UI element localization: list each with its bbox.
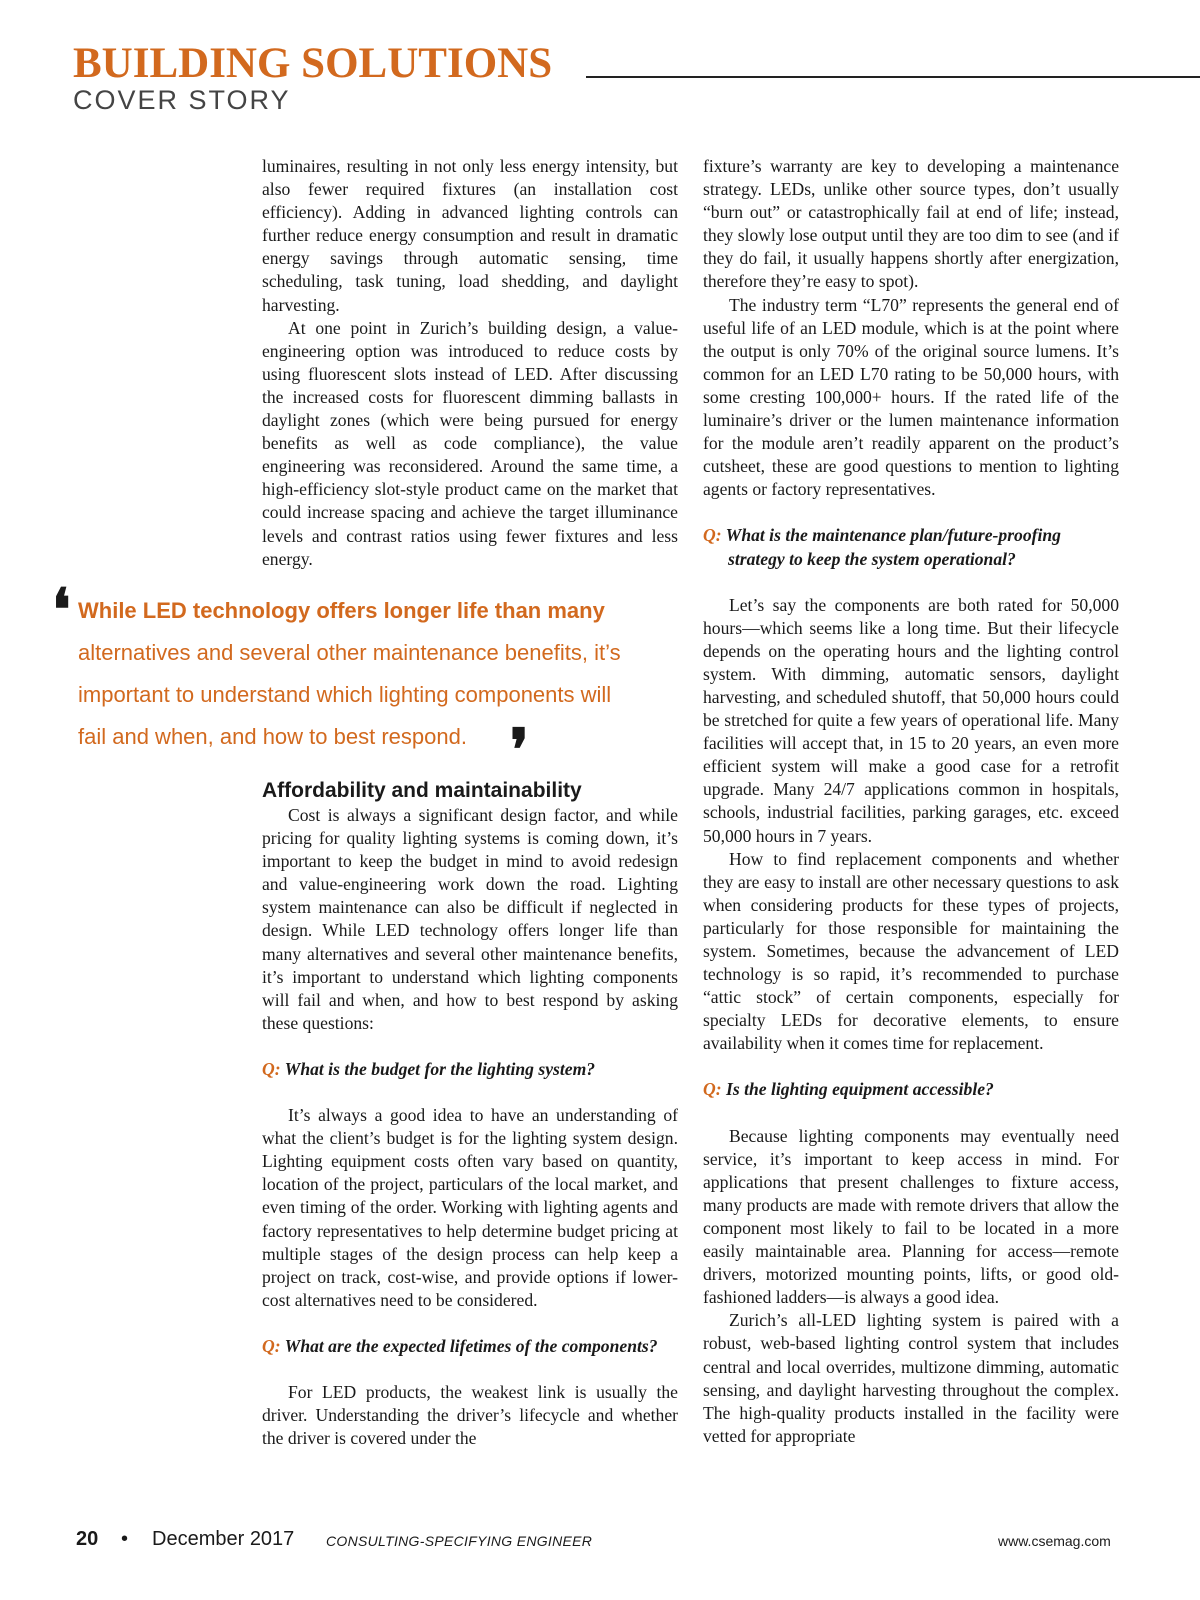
pull-quote xyxy=(52,590,692,758)
paragraph: luminaires, resulting in not only less energy intensity, but also fewer required fixtures (an installation cost efficiency). Adding in advanced lighting controls can further reduce energy consumption and result in dramatic energy savings through automatic sensing, time scheduling, task tuning, load shedding, and daylight harvesting. xyxy=(262,156,678,315)
question-mark-label: Q: xyxy=(262,1058,281,1079)
paragraph: Zurich’s all-LED lighting system is paired with a robust, web-based lighting control system that includes central and local overrides, multizone dimming, automatic sensing, and daylight harvesting throughout the complex. The high-quality products installed in the facility were vetted for appropriate xyxy=(703,1310,1119,1446)
header-rule xyxy=(586,76,1200,78)
paragraph: It’s always a good idea to have an understanding of what the client’s budget is for the lighting system design. Lighting equipment costs often vary based on quantity, location of the project, particulars of the local market, and even timing of the order. Working with lighting agents and factory representatives to help determine budget pricing at multiple stages of the design process can help keep a project on track, cost-wise, and provide options if lower-cost alternatives need to be considered. xyxy=(262,1105,678,1310)
question-mark-label: Q: xyxy=(703,525,722,546)
left-column-top xyxy=(262,155,678,571)
open-quote-icon: ❛ xyxy=(52,578,71,643)
paragraph: For LED products, the weakest link is usually the driver. Understanding the driver’s lifecycle and whether the driver is covered under the xyxy=(262,1381,678,1449)
paragraph: The industry term “L70” represents the general end of useful life of an LED module, which is at the point where the output is only 70% of the original source lumens. It’s common for an LED L70 rating to be 50,000 hours, with some cresting 100,000+ hours. If the rated life of the luminaire’s driver or the lumen maintenance information for the module aren’t readily apparent on the product’s cutsheet, these are good questions to mention to lighting agents or factory representatives. xyxy=(703,294,1119,500)
page-number: 20 xyxy=(76,1528,99,1550)
paragraph: How to find replacement components and whether they are easy to install are other necessary questions to ask when considering products for these types of projects, particularly for those responsible for maintaining the system. Sometimes, because the advancement of LED technology is so rapid, it’s recommended to purchase “attic stock” of certain components, especially for specialty LEDs for decorative elements, to ensure availability when it comes time for replacement. xyxy=(703,848,1119,1054)
question-text: Is the lighting equipment accessible? xyxy=(725,1079,994,1100)
magazine-name: CONSULTING-SPECIFYING ENGINEER xyxy=(326,1533,593,1549)
section-title: BUILDING SOLUTIONS xyxy=(73,40,553,87)
question-mark-label: Q: xyxy=(703,1079,722,1100)
website-url: www.csemag.com xyxy=(998,1533,1111,1549)
pull-quote-line: fail and when, and how to best respond. xyxy=(78,724,467,749)
question-text: What is the maintenance plan/future-proofing strategy to keep the system operational? xyxy=(725,525,1061,569)
question-heading xyxy=(703,1078,1119,1101)
paragraph: fixture’s warranty are key to developing a maintenance strategy. LEDs, unlike other source types, don’t usually “burn out” or catastrophically fail at end of life; instead, they slowly lose output until they are too dim to see (and if they do fail, it usually happens shortly after energization, therefore they’re easy to spot). xyxy=(703,156,1119,292)
paragraph: At one point in Zurich’s building design, a value-engineering option was introduced to reduce costs by using fluorescent slots instead of LED. After discussing the increased costs for fluorescent dimming ballasts in daylight zones (which were being pursued for energy benefits as well as code compliance), the value engineering was reconsidered. Around the same time, a high-efficiency slot-style product came on the market that could increase spacing and achieve the target illuminance levels and contrast ratios using fewer fixtures and less energy. xyxy=(262,317,678,569)
pull-quote-line: alternatives and several other maintenance benefits, it’s xyxy=(78,640,621,665)
pull-quote-line: important to understand which lighting components will xyxy=(78,682,612,707)
question-heading xyxy=(703,524,1119,570)
issue-date: December 2017 xyxy=(152,1528,295,1550)
question-text: What are the expected lifetimes of the components? xyxy=(284,1335,658,1356)
question-text: What is the budget for the lighting system? xyxy=(284,1058,596,1079)
pull-quote-line: While LED technology offers longer life than many xyxy=(78,598,605,623)
question-heading xyxy=(262,1335,678,1358)
right-column xyxy=(703,155,1119,1448)
close-quote-icon: ❜ xyxy=(510,718,529,783)
paragraph: Because lighting components may eventually need service, it’s important to keep access in mind. For applications that present challenges to fixture access, many products are made with remote drivers that allow the component most likely to fail to be located in a more easily maintainable area. Planning for access—remote drivers, motorized mounting points, lifts, or good old-fashioned ladders—is always a good idea. xyxy=(703,1125,1119,1308)
section-subtitle: COVER STORY xyxy=(73,85,291,115)
question-mark-label: Q: xyxy=(262,1335,281,1356)
footer-bullet: • xyxy=(121,1528,129,1550)
left-column-bottom xyxy=(262,778,678,1450)
subheading: Affordability and maintainability xyxy=(262,779,582,802)
paragraph: Let’s say the components are both rated for 50,000 hours—which seems like a long time. But their lifecycle depends on the operating hours and the lighting control system. With dimming, automatic sensors, daylight harvesting, and scheduled shutoff, that 50,000 hours could be stretched for quite a few years of operational life. Many facilities will accept that, in 15 to 20 years, an even more efficient system will make a good case for a retrofit upgrade. Many 24/7 applications common in hospitals, schools, industrial facilities, parking garages, etc. exceed 50,000 hours in 7 years. xyxy=(703,594,1119,846)
question-heading xyxy=(262,1058,678,1081)
paragraph: Cost is always a significant design factor, and while pricing for quality lighting systems is coming down, it’s important to keep the budget in mind to avoid redesign and value-engineering work down the road. Lighting system maintenance can also be difficult if neglected in design. While LED technology offers longer life than many alternatives and several other maintenance benefits, it’s important to understand which lighting components will fail and when, and how to best respond by asking these questions: xyxy=(262,805,678,1033)
